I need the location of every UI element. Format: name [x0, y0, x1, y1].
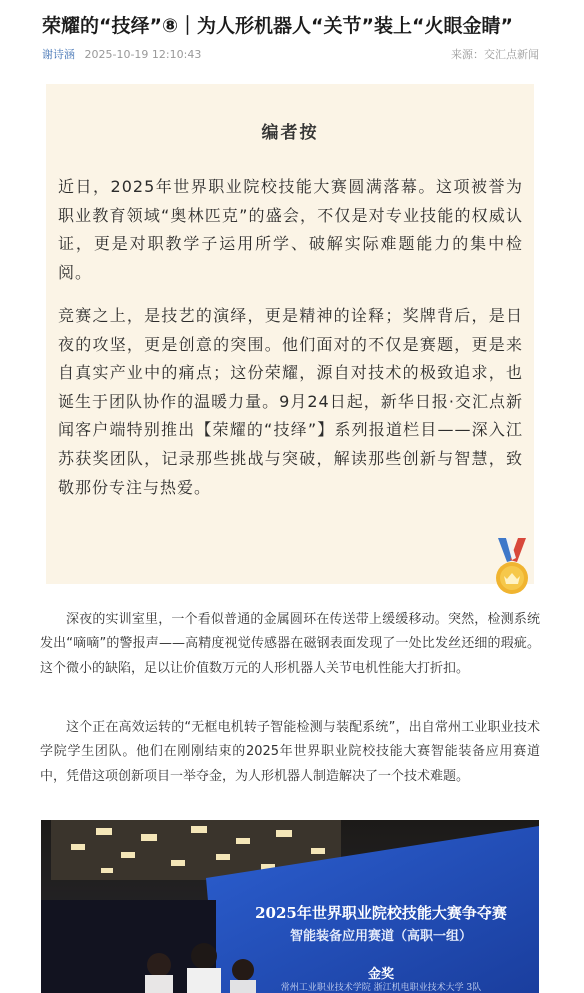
article-title: 荣耀的“技绎”⑧｜为人形机器人“关节”装上“火眼金睛”: [42, 15, 514, 37]
screen-award: 金奖: [367, 967, 394, 982]
screen-headline: 2025年世界职业院校技能大赛争夺赛: [255, 904, 507, 922]
body-paragraph-1: 深夜的实训室里，一个看似普通的金属圆环在传送带上缓缓移动。突然，检测系统发出“嘀嘀”的警报声——高精度视觉传感器在磁钢表面发现了一处比发丝还细的瑕疵。这个微小的缺陷，足以让价值数万元的人形机器人关节电机性能大打折扣。: [40, 612, 540, 676]
editor-note-paragraph-1: 近日，2025年世界职业院校技能大赛圆满落幕。这项被誉为职业教育领域“奥林匹克”的盛会，不仅是对专业技能的权威认证，更是对职教学子运用所学、破解实际难题能力的集中检阅。: [58, 177, 523, 282]
article-meta: [42, 46, 539, 64]
editor-note-card: [46, 84, 534, 584]
award-photo: [41, 820, 539, 993]
author-link[interactable]: 谢诗涵: [42, 48, 75, 61]
screen-subtext: 常州工业职业技术学院 浙江机电职业技术大学 3队: [280, 983, 482, 993]
medal-icon: [494, 536, 530, 596]
body-paragraph-2: 这个正在高效运转的“无框电机转子智能检测与装配系统”，出自常州工业职业技术学院学生团队。他们在刚刚结束的2025年世界职业院校技能大赛智能装备应用赛道中，凭借这项创新项目一举夺金，为人形机器人制造解决了一个技术难题。: [40, 720, 540, 784]
publish-time: 2025-10-19 12:10:43: [84, 48, 202, 61]
article-source: 来源：交汇点新闻: [451, 48, 539, 61]
screen-subline: 智能装备应用赛道（高职一组）: [289, 929, 472, 944]
editor-note-paragraph-2: 竞赛之上，是技艺的演绎，更是精神的诠释；奖牌背后，是日夜的攻坚，更是创意的突围。他们面对的不仅是赛题，更是来自真实产业中的痛点；这份荣耀，源自对技术的极致追求，也诞生于团队协作的温暖力量。9月24日起，新华日报·交汇点新闻客户端特别推出【荣耀的“技绎”】系列报道栏目——深入江苏获奖团队，记录那些挑战与突破，解读那些创新与智慧，致敬那份专注与热爱。: [58, 306, 523, 497]
editor-note-title: 编者按: [261, 123, 319, 143]
